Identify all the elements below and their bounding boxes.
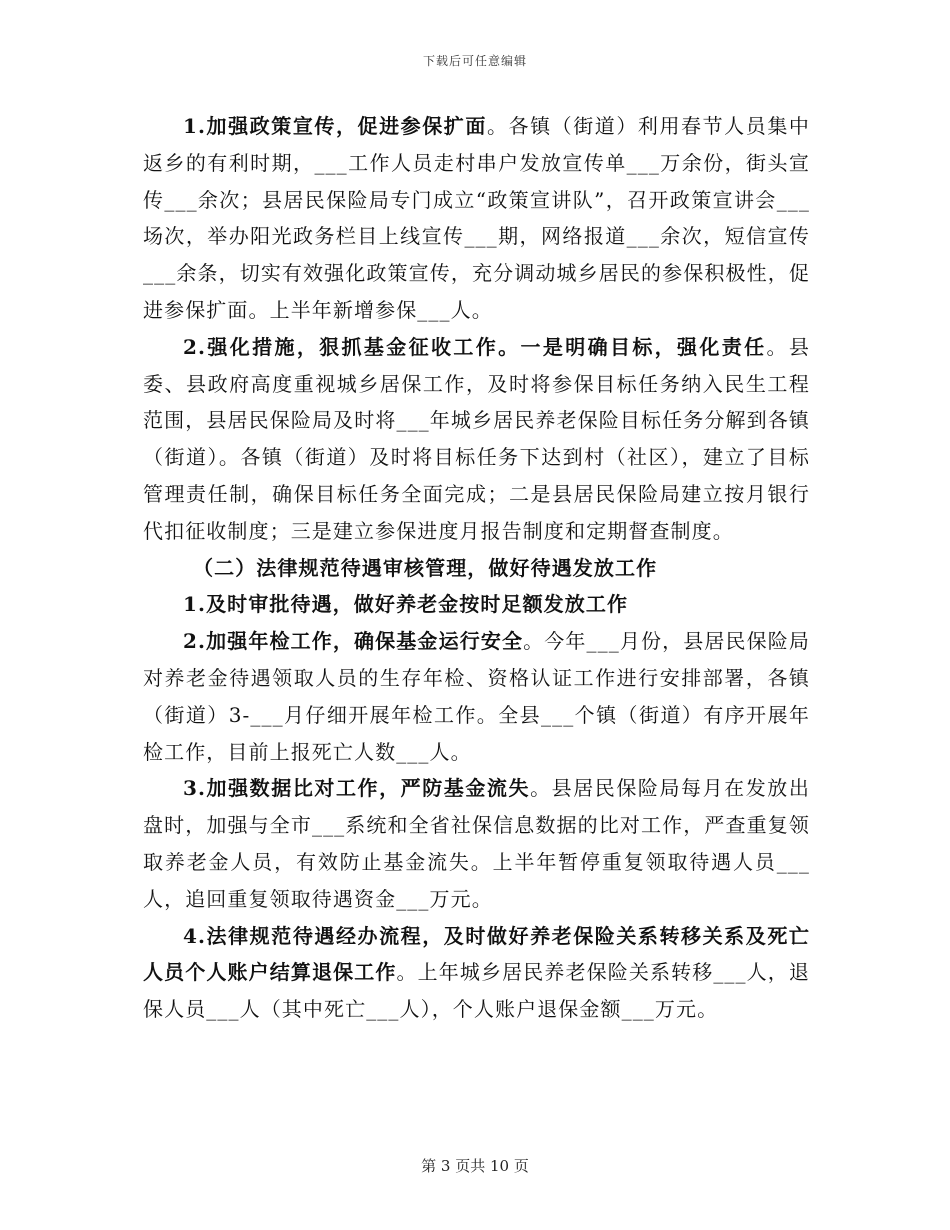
paragraph-lead: 2.加强年检工作，确保基金运行安全 [183, 629, 524, 654]
paragraph-text: 。县居民保险局每月在发放出盘时，加强与全市___系统和全省社保信息数据的比对工作，严查重复领取养老金人员，有效防止基金流失。上半年暂停重复领取待遇人员___人，追回重复领取待遇资金___万元。 [143, 776, 810, 911]
paragraph-text: 。县委、县政府高度重视城乡居保工作，及时将参保目标任务纳入民生工程范围，县居民保险局及时将___年城乡居民养老保险目标任务分解到各镇（街道）。各镇（街道）及时将目标任务下达到村（社区），建立了目标管理责任制，确保目标任务全面完成；二是县居民保险局建立按月银行代扣征收制度；三是建立参保进度月报告制度和定期督查制度。 [143, 334, 810, 543]
subsection-heading: 1.及时审批待遇，做好养老金按时足额发放工作 [183, 592, 629, 617]
paragraph-transfer-process [143, 918, 810, 1028]
paragraph-fund-collection [143, 329, 810, 550]
page-header: 下载后可任意编辑 [422, 54, 527, 68]
paragraph-data-comparison [143, 770, 810, 917]
paragraph-lead: 2.强化措施，狠抓基金征收工作。一是明确目标，强化责任 [183, 334, 767, 359]
paragraph-lead: 3.加强数据比对工作，严防基金流失 [183, 776, 531, 801]
section-heading: （二）法律规范待遇审核管理，做好待遇发放工作 [193, 555, 658, 580]
page-footer: 第 3 页共 10 页 [421, 1157, 529, 1175]
paragraph-text: 。今年___月份，县居民保险局对养老金待遇领取人员的生存年检、资格认证工作进行安排部署，各镇（街道）3-___月仔细开展年检工作。全县___个镇（街道）有序开展年检工作，目前上报死亡人数___人。 [143, 629, 810, 764]
paragraph-text: 。上年城乡居民养老保险关系转移___人，退保人员___人（其中死亡___人），个人账户退保金额___万元。 [143, 960, 810, 1022]
paragraph-lead: 4.法律规范待遇经办流程，及时做好养老保险关系转移关系及死亡人员个人账户结算退保工作 [143, 923, 810, 985]
document-body [143, 108, 810, 1028]
paragraph-lead: 1.加强政策宣传，促进参保扩面 [183, 114, 487, 138]
paragraph-text: 。各镇（街道）利用春节人员集中返乡的有利时期，___工作人员走村串户发放宣传单___万余份，街头宣传___余次；县居民保险局专门成立“政策宣讲队”，召开政策宣讲会___场次，举办阳光政务栏目上线宣传___期，网络报道___余次，短信宣传___余条，切实有效强化政策宣传，充分调动城乡居民的参保积极性，促进参保扩面。上半年新增参保___人。 [143, 114, 810, 322]
paragraph-annual-inspection [143, 623, 810, 770]
paragraph-policy-publicity [143, 108, 810, 329]
